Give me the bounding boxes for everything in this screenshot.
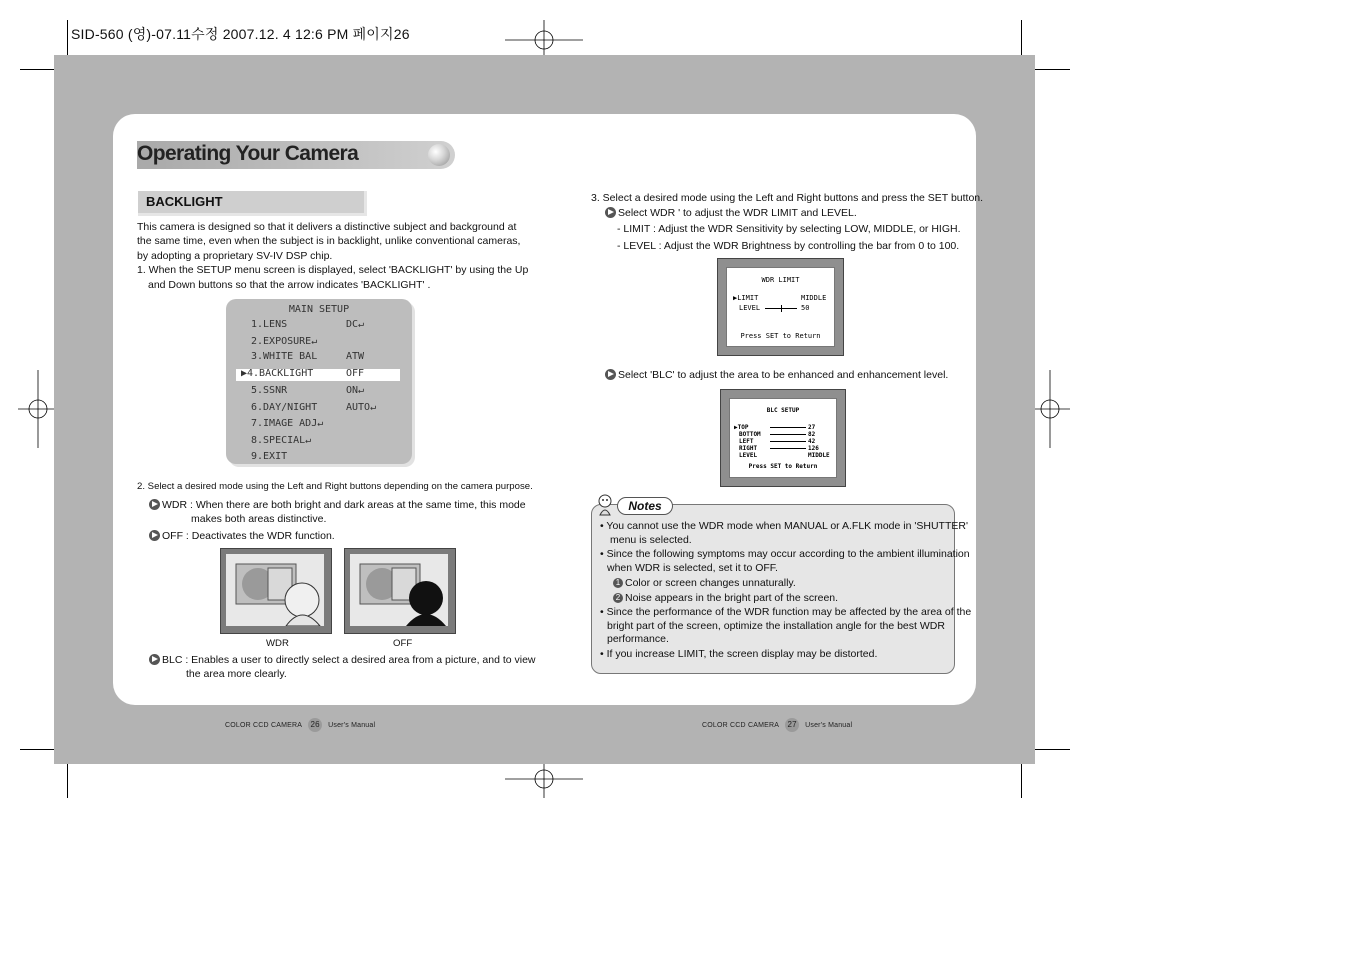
number-2-icon: 2 xyxy=(613,593,623,603)
blc-slider xyxy=(770,448,806,449)
registration-mark-bottom-icon xyxy=(505,760,583,798)
wdr-screen-footer: Press SET to Return xyxy=(740,332,821,340)
registration-mark-top-icon xyxy=(505,20,583,60)
wdr-caption: WDR xyxy=(266,638,289,649)
footer-brand: COLOR CCD CAMERA xyxy=(225,722,303,729)
arrow-bullet-icon xyxy=(149,654,160,665)
intro-line-3: by adopting a proprietary SV-IV DSP chip. xyxy=(137,250,333,262)
page-title: Operating Your Camera xyxy=(137,142,359,165)
arrow-bullet-icon xyxy=(605,207,616,218)
menu-item-selected: ▶4.BACKLIGHT OFF xyxy=(241,368,365,379)
wdr-select-text: Select WDR ' to adjust the WDR LIMIT and LEVEL. xyxy=(605,206,857,221)
menu-item: 1.LENS DC↵ xyxy=(251,319,365,330)
blc-row-value: MIDDLE xyxy=(808,452,830,459)
level-slider-thumb xyxy=(781,305,782,312)
menu-item: 5.SSNR ON↵ xyxy=(251,385,365,396)
blc-setup-screen xyxy=(720,389,846,487)
title-sphere-icon xyxy=(428,144,450,166)
footer-left xyxy=(225,718,375,732)
step1-line-1: 1. When the SETUP menu screen is displayed, select 'BACKLIGHT' by using the Up xyxy=(137,264,529,276)
note-2-line-1: • Since the following symptoms may occur according to the ambient illumination xyxy=(600,548,970,560)
wdr-row-value: MIDDLE xyxy=(801,294,827,302)
blc-screen-title: BLC SETUP xyxy=(766,407,800,414)
footer-brand: COLOR CCD CAMERA xyxy=(702,722,780,729)
print-header: SID-560 (영)-07.11수정 2007.12. 4 12:6 PM 페이지26 xyxy=(71,26,410,42)
arrow-bullet-icon xyxy=(149,530,160,541)
section-heading-text: BACKLIGHT xyxy=(146,194,223,209)
wdr-scene-illustration xyxy=(226,554,324,626)
wdr-row-label: ▶LIMIT xyxy=(733,294,759,302)
blc-row-value: 42 xyxy=(808,438,816,445)
blc-slider xyxy=(770,427,806,428)
registration-mark-left-icon xyxy=(18,370,58,448)
page-number: 26 xyxy=(308,718,322,732)
wdr-example-image xyxy=(220,548,332,634)
main-setup-menu xyxy=(226,299,412,464)
menu-item: 9.EXIT xyxy=(251,451,288,462)
note-4: • If you increase LIMIT, the screen display may be distorted. xyxy=(600,648,878,660)
wdr-line-2: makes both areas distinctive. xyxy=(191,513,327,525)
wdr-line-1: WDR : When there are both bright and dark areas at the same time, this mode xyxy=(149,498,526,513)
blc-row-label: ▶TOP xyxy=(734,424,749,431)
page-number: 27 xyxy=(785,718,799,732)
blc-row-label: BOTTOM xyxy=(739,431,761,438)
level-description: - LEVEL : Adjust the WDR Brightness by controlling the bar from 0 to 100. xyxy=(617,240,960,252)
limit-description: - LIMIT : Adjust the WDR Sensitivity by selecting LOW, MIDDLE, or HIGH. xyxy=(617,223,961,235)
note-3-line-3: performance. xyxy=(607,633,669,645)
blc-row-label: LEVEL xyxy=(739,452,758,459)
step1-line-2: and Down buttons so that the arrow indicates 'BACKLIGHT' . xyxy=(148,279,431,291)
registration-mark-right-icon xyxy=(1030,370,1070,448)
menu-title: MAIN SETUP xyxy=(288,304,350,315)
note-1-line-1: • You cannot use the WDR mode when MANUAL or A.FLK mode in 'SHUTTER' xyxy=(600,520,968,532)
note-sub-2: 2 Noise appears in the bright part of the screen. xyxy=(613,591,838,606)
wdr-limit-screen xyxy=(717,258,844,356)
footer-manual-label: User's Manual xyxy=(805,722,853,729)
blc-row-label: RIGHT xyxy=(739,445,758,452)
menu-item: 8.SPECIAL↵ xyxy=(251,435,312,446)
blc-slider xyxy=(770,441,806,442)
note-2-line-2: when WDR is selected, set it to OFF. xyxy=(607,562,778,574)
menu-item: 2.EXPOSURE↵ xyxy=(251,336,318,347)
arrow-bullet-icon xyxy=(149,499,160,510)
off-example-image xyxy=(344,548,456,634)
blc-select-text: Select 'BLC' to adjust the area to be enhanced and enhancement level. xyxy=(605,368,948,383)
off-caption: OFF xyxy=(393,638,413,649)
blc-row-value: 27 xyxy=(808,424,816,431)
note-3-line-2: bright part of the screen, optimize the installation angle for the best WDR xyxy=(607,620,945,632)
menu-item: 6.DAY/NIGHT AUTO↵ xyxy=(251,402,377,413)
menu-item: 3.WHITE BAL ATW xyxy=(251,351,365,362)
section-heading xyxy=(138,191,367,216)
wdr-row-value: 50 xyxy=(801,304,810,312)
note-sub-1: 1 Color or screen changes unnaturally. xyxy=(613,576,796,591)
arrow-bullet-icon xyxy=(605,369,616,380)
number-1-icon: 1 xyxy=(613,578,623,588)
blc-row-value: 126 xyxy=(808,445,819,452)
off-scene-illustration xyxy=(350,554,448,626)
blc-screen-footer: Press SET to Return xyxy=(748,463,818,470)
blc-row-value: 82 xyxy=(808,431,816,438)
notes-label: Notes xyxy=(617,497,673,515)
menu-item: 7.IMAGE ADJ↵ xyxy=(251,418,324,429)
blc-line-2: the area more clearly. xyxy=(186,668,287,680)
footer-manual-label: User's Manual xyxy=(328,722,376,729)
blc-slider xyxy=(770,434,806,435)
intro-line-1: This camera is designed so that it delivers a distinctive subject and background at xyxy=(137,221,517,233)
wdr-screen-title: WDR LIMIT xyxy=(761,276,800,284)
off-line: OFF : Deactivates the WDR function. xyxy=(149,529,335,544)
blc-row-label: LEFT xyxy=(739,438,754,445)
step2-text: 2. Select a desired mode using the Left and Right buttons depending on the camera purpose. xyxy=(137,481,533,492)
note-1-line-2: menu is selected. xyxy=(610,534,692,546)
step3-text: 3. Select a desired mode using the Left and Right buttons and press the SET button. xyxy=(591,192,984,204)
footer-right xyxy=(702,718,852,732)
notes-mascot-icon xyxy=(596,493,614,517)
note-3-line-1: • Since the performance of the WDR function may be affected by the area of the xyxy=(600,606,972,618)
wdr-row-label: LEVEL xyxy=(739,304,761,312)
intro-line-2: the same time, even when the subject is in backlight, unlike conventional cameras, xyxy=(137,235,521,247)
blc-line-1: BLC : Enables a user to directly select a desired area from a picture, and to view xyxy=(149,653,536,668)
